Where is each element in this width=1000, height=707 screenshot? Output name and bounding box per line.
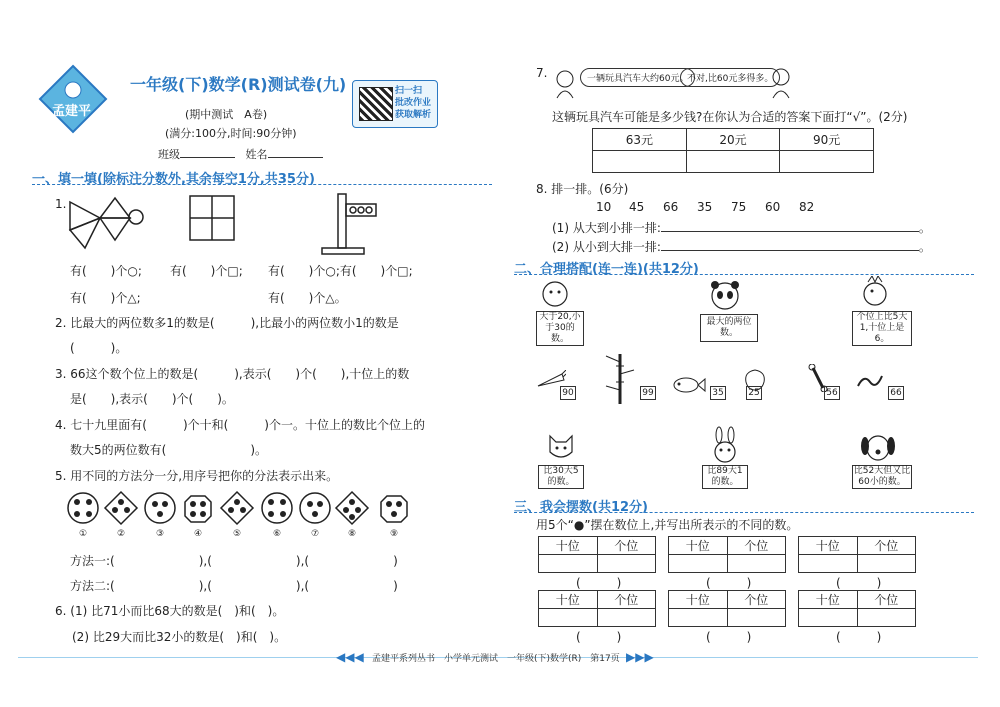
q5-label-1: ①	[79, 529, 88, 539]
speech-bubble-2: 不对,比60元多得多。	[680, 68, 780, 87]
q7-check-3[interactable]	[780, 151, 874, 173]
section2-underline	[514, 274, 974, 275]
card-89-plus-1[interactable]: 比89大1的数。	[702, 465, 748, 489]
section2-title: 二、合理搭配(连一连)(共12分)	[514, 262, 699, 277]
ones-cell[interactable]	[597, 555, 656, 573]
q8-number-2: 45	[629, 200, 645, 214]
tens-header: 十位	[799, 591, 858, 609]
q7-option-2: 20元	[686, 129, 780, 151]
q5-label-4: ④	[194, 529, 203, 539]
ones-cell[interactable]	[727, 609, 786, 627]
section1-underline	[32, 184, 492, 185]
section1-title: 一、填一填(除标注分数外,其余每空1分,共35分)	[32, 172, 315, 187]
dog-icon	[860, 432, 896, 468]
ones-cell[interactable]	[857, 609, 916, 627]
tens-cell[interactable]	[539, 555, 598, 573]
tens-cell[interactable]	[799, 555, 858, 573]
place-value-table-6	[798, 590, 916, 627]
place-value-table-4	[538, 590, 656, 627]
q8-number-3: 66	[663, 200, 679, 214]
card-52-60[interactable]: 比52大但又比60小的数。	[853, 466, 911, 487]
page-title: 一年级(下)数学(R)测试卷(九)	[130, 75, 347, 94]
number-99[interactable]: 99	[640, 386, 656, 400]
q1-count-circle: 有( )个○;	[70, 264, 142, 278]
q8-answer-2[interactable]	[661, 250, 919, 251]
boy-right-illustration	[768, 68, 794, 100]
q5-shape-labels	[65, 529, 445, 543]
section3-underline	[514, 512, 974, 513]
q3-line2: 是( ),表示( )个( )。	[70, 392, 234, 406]
ones-header: 个位	[597, 591, 656, 609]
q8-number-5: 75	[731, 200, 747, 214]
q5-line: 5. 用不同的方法分一分,用序号把你的分法表示出来。	[55, 469, 339, 483]
q7-check-1[interactable]	[593, 151, 687, 173]
card-30-plus-5[interactable]: 比30大5的数。	[538, 465, 584, 489]
footer-arrows-left-icon: ◀◀◀	[336, 650, 364, 664]
qr-text-2: 批改作业	[395, 98, 432, 108]
place-value-table-3	[798, 536, 916, 573]
q7-number: 7.	[536, 66, 548, 80]
tens-cell[interactable]	[669, 555, 728, 573]
q5-label-6: ⑥	[273, 529, 282, 539]
tens-cell[interactable]	[669, 609, 728, 627]
rooster-icon	[860, 276, 890, 314]
place-value-answer-2[interactable]: ( )	[706, 576, 752, 590]
ones-header: 个位	[597, 537, 656, 555]
cat-icon	[546, 432, 576, 466]
q8-number-7: 82	[799, 200, 815, 214]
place-value-answer-6[interactable]: ( )	[836, 630, 882, 644]
place-value-table-2	[668, 536, 786, 573]
q1-count-square: 有( )个□;	[170, 264, 243, 278]
q5-label-7: ⑦	[311, 529, 320, 539]
q8-answer-1[interactable]	[661, 231, 919, 232]
card-ones-6-tens-6[interactable]: 个位上比5大1,十位上是6。	[852, 311, 912, 346]
ones-cell[interactable]	[597, 609, 656, 627]
q1-number: 1.	[55, 197, 67, 211]
qr-text-3: 获取解析	[395, 110, 432, 120]
number-35[interactable]: 35	[710, 386, 726, 400]
number-66[interactable]: 66	[888, 386, 904, 400]
logo-text: 孟建平	[52, 104, 92, 119]
fish-icon	[672, 376, 706, 398]
q7-check-2[interactable]	[686, 151, 780, 173]
qr-code-icon	[359, 87, 393, 121]
tens-header: 十位	[539, 537, 598, 555]
q5-label-5: ⑤	[233, 529, 242, 539]
section3-instruction: 用5个“●”摆在数位上,并写出所表示的不同的数。	[536, 518, 799, 532]
card-max-two-digit[interactable]: 最大的两位数。	[700, 314, 758, 342]
q1-figures	[60, 190, 450, 260]
logo	[38, 64, 108, 134]
ones-header: 个位	[727, 591, 786, 609]
test-subtitle: (期中测试 A卷)	[185, 108, 268, 121]
q8-line2: (2) 从小到大排一排: 。	[552, 240, 931, 254]
q8-title: 8. 排一排。(6分)	[536, 182, 629, 196]
tens-header: 十位	[669, 537, 728, 555]
q5-label-3: ③	[156, 529, 165, 539]
number-90[interactable]: 90	[560, 386, 576, 400]
q7-option-1: 63元	[593, 129, 687, 151]
number-25[interactable]: 25	[746, 386, 762, 400]
qr-text-1: 扫一扫	[395, 86, 423, 96]
q3-line1: 3. 66这个数个位上的数是( ),表示( )个( ),十位上的数	[55, 367, 410, 381]
q5-label-9: ⑨	[390, 529, 399, 539]
number-56[interactable]: 56	[824, 386, 840, 400]
q2-line1: 2. 比最大的两位数多1的数是( ),比最小的两位数小1的数是	[55, 316, 399, 330]
q5-method1: 方法一:( ),( ),( )	[70, 554, 398, 568]
q6-line2: (2) 比29大而比32小的数是( )和( )。	[72, 630, 287, 644]
q1-count-triangle-1: 有( )个△;	[70, 291, 141, 305]
q7-option-3: 90元	[780, 129, 874, 151]
footer-text: 孟建平系列丛书 小学单元测试 一年级(下)数学(R) 第17页	[372, 654, 620, 664]
place-value-answer-5[interactable]: ( )	[706, 630, 752, 644]
tens-cell[interactable]	[539, 609, 598, 627]
q5-shapes	[65, 490, 445, 530]
tens-header: 十位	[799, 537, 858, 555]
q7-question: 这辆玩具汽车可能是多少钱?在你认为合适的答案下面打“√”。(2分)	[552, 110, 908, 124]
lion-icon	[540, 280, 570, 312]
tens-cell[interactable]	[799, 609, 858, 627]
panda-icon	[708, 280, 742, 314]
tens-header: 十位	[539, 591, 598, 609]
ones-header: 个位	[857, 537, 916, 555]
place-value-answer-1[interactable]: ( )	[576, 576, 622, 590]
boy-left-illustration	[552, 70, 578, 100]
q8-line1: (1) 从大到小排一排: 。	[552, 221, 931, 235]
q2-line2: ( )。	[70, 341, 128, 355]
ones-header: 个位	[727, 537, 786, 555]
q6-line1: 6. (1) 比71小而比68大的数是( )和( )。	[55, 604, 285, 618]
place-value-table-1	[538, 536, 656, 573]
ones-cell[interactable]	[727, 555, 786, 573]
q4-line2: 数大5的两位数有( )。	[70, 443, 267, 457]
footer-arrows-right-icon: ▶▶▶	[626, 650, 654, 664]
qr-block	[352, 80, 438, 128]
place-value-answer-3[interactable]: ( )	[836, 576, 882, 590]
speech-bubble-1: 一辆玩具汽车大约60元。	[580, 68, 695, 87]
q4-line1: 4. 七十九里面有( )个十和( )个一。十位上的数比个位上的	[55, 418, 425, 432]
rabbit-icon	[710, 426, 740, 468]
q7-price-table	[592, 128, 874, 173]
bamboo-icon	[602, 352, 638, 410]
q5-label-2: ②	[117, 529, 126, 539]
q8-number-6: 60	[765, 200, 781, 214]
section3-title: 三、我会摆数(共12分)	[514, 500, 648, 515]
tens-header: 十位	[669, 591, 728, 609]
ones-cell[interactable]	[857, 555, 916, 573]
card-20-30[interactable]: 大于20,小于30的数。	[536, 311, 584, 346]
q1-count-circle-square: 有( )个○;有( )个□;	[268, 264, 413, 278]
score-time: (满分:100分,时间:90分钟)	[165, 127, 297, 140]
q8-number-4: 35	[697, 200, 713, 214]
q5-method2: 方法二:( ),( ),( )	[70, 579, 398, 593]
class-name-line: 班级 姓名	[158, 146, 323, 162]
place-value-table-5	[668, 590, 786, 627]
place-value-answer-4[interactable]: ( )	[576, 630, 622, 644]
q8-number-1: 10	[596, 200, 612, 214]
worm-icon	[856, 370, 884, 394]
q5-label-8: ⑧	[348, 529, 357, 539]
ones-header: 个位	[857, 591, 916, 609]
q1-count-triangle-2: 有( )个△。	[268, 291, 347, 305]
